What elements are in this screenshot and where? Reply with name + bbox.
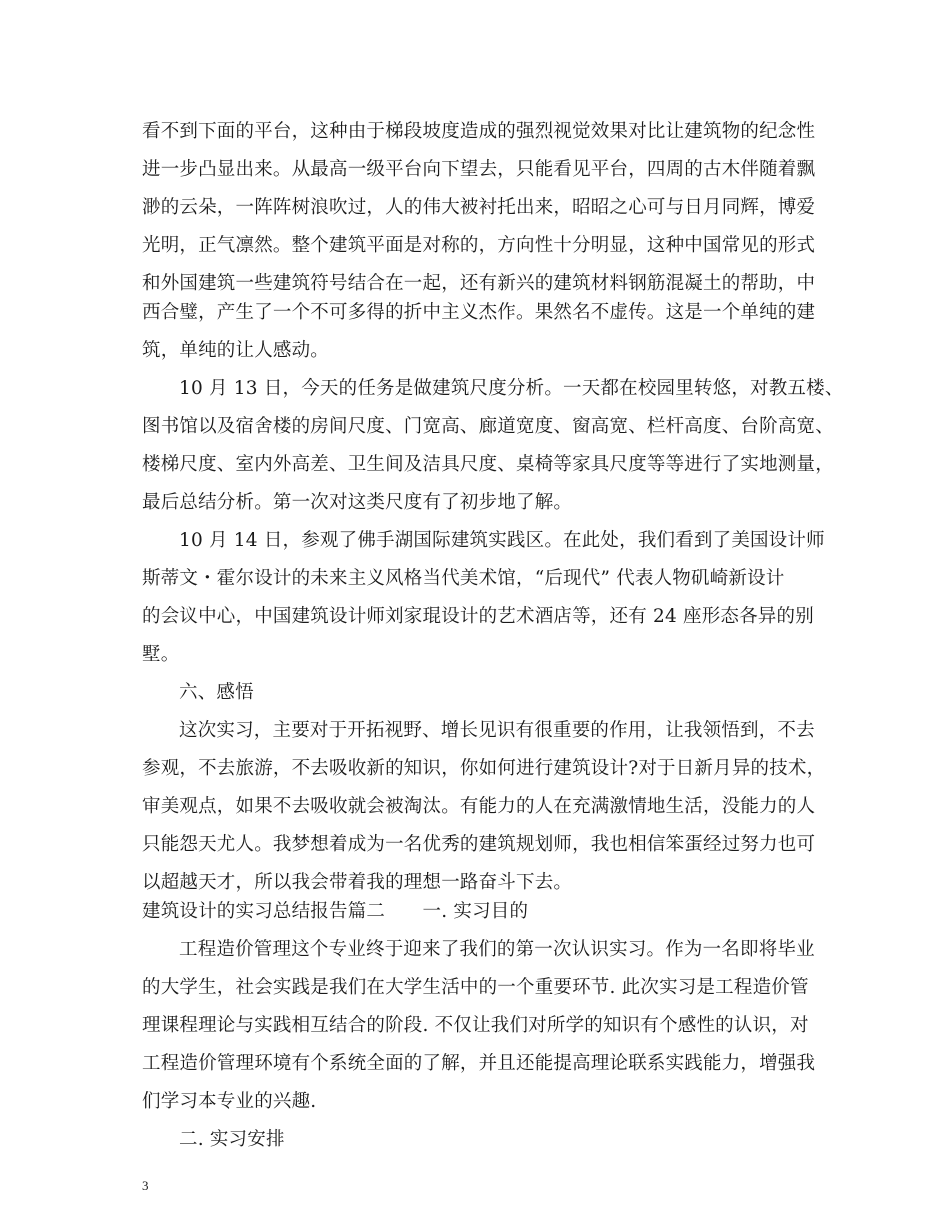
paragraph-line: 筑，单纯的让人感动。: [142, 340, 330, 361]
section-heading: 建筑设计的实习总结报告篇二 一. 实习目的: [142, 901, 529, 922]
paragraph-line: 光明，正气凛然。整个建筑平面是对称的，方向性十分明显，这种中国常见的形式: [142, 235, 816, 256]
paragraph-line: 们学习本专业的兴趣.: [142, 1091, 317, 1112]
paragraph-line: 楼梯尺度、室内外高差、卫生间及洁具尺度、桌椅等家具尺度等等进行了实地测量，: [142, 454, 834, 475]
paragraph-line: 斯蒂文・霍尔设计的未来主义风格当代美术馆，“后现代” 代表人物矶崎新设计: [142, 568, 785, 589]
paragraph-line: 看不到下面的平台，这种由于梯段坡度造成的强烈视觉效果对比让建筑物的纪念性: [142, 121, 816, 142]
paragraph-line: 墅。: [142, 644, 180, 665]
paragraph-line: 工程造价管理环境有个系统全面的了解，并且还能提高理论联系实践能力，增强我: [142, 1053, 816, 1074]
paragraph-line: 只能怨天尤人。我梦想着成为一名优秀的建筑规划师，我也相信笨蛋经过努力也可: [142, 834, 816, 855]
paragraph-line: 最后总结分析。第一次对这类尺度有了初步地了解。: [142, 492, 573, 513]
paragraph-line: 西合璧，产生了一个不可多得的折中主义杰作。果然名不虚传。这是一个单纯的建: [142, 302, 816, 323]
paragraph-line: 进一步凸显出来。从最高一级平台向下望去，只能看见平台，四周的古木伴随着飘: [142, 159, 816, 180]
section-heading: 六、感悟: [179, 682, 254, 703]
paragraph-line: 渺的云朵，一阵阵树浪吹过，人的伟大被衬托出来，昭昭之心可与日月同辉，博爱: [142, 197, 816, 218]
paragraph-line: 以超越天才，所以我会带着我的理想一路奋斗下去。: [142, 872, 573, 893]
paragraph-line: 审美观点，如果不去吸收就会被淘汰。有能力的人在充满激情地生活，没能力的人: [142, 796, 816, 817]
page-number: 3: [142, 1178, 149, 1193]
paragraph-line: 和外国建筑一些建筑符号结合在一起，还有新兴的建筑材料钢筋混凝土的帮助，中: [142, 273, 816, 294]
section-heading: 二. 实习安排: [179, 1129, 285, 1150]
paragraph-line: 10 月 13 日，今天的任务是做建筑尺度分析。一天都在校园里转悠，对教五楼、: [179, 378, 844, 399]
paragraph-line: 10 月 14 日，参观了佛手湖国际建筑实践区。在此处，我们看到了美国设计师: [179, 530, 825, 551]
paragraph-line: 参观，不去旅游，不去吸收新的知识，你如何进行建筑设计?对于日新月异的技术，: [142, 758, 826, 779]
paragraph-line: 理课程理论与实践相互结合的阶段. 不仅让我们对所学的知识有个感性的认识，对: [142, 1015, 809, 1036]
paragraph-line: 工程造价管理这个专业终于迎来了我们的第一次认识实习。作为一名即将毕业: [179, 939, 815, 960]
paragraph-line: 图书馆以及宿舍楼的房间尺度、门宽高、廊道宽度、窗高宽、栏杆高度、台阶高宽、: [142, 416, 834, 437]
paragraph-line: 这次实习，主要对于开拓视野、增长见识有很重要的作用，让我领悟到，不去: [179, 720, 815, 741]
paragraph-line: 的会议中心，中国建筑设计师刘家琨设计的艺术酒店等，还有 24 座形态各异的别: [142, 606, 814, 627]
paragraph-line: 的大学生，社会实践是我们在大学生活中的一个重要环节. 此次实习是工程造价管: [142, 977, 809, 998]
